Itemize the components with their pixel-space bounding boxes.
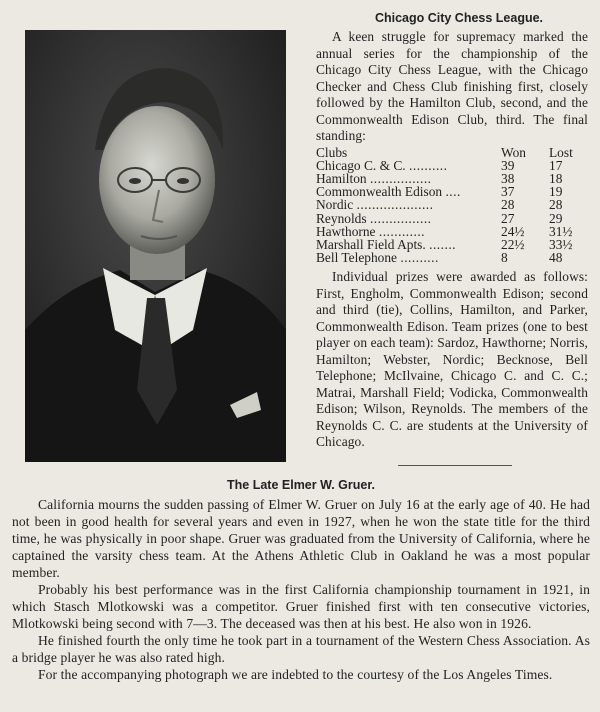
won-header: Won bbox=[501, 144, 526, 160]
league-intro: A keen struggle for supremacy marked the annual series for the championship of the Chicago City Chess League, with the Chicago Checker and Chess Club finishing first, closely followed by the Hamilton Club, second, and the Commonwealth Edison Club, third. The final standing: bbox=[316, 29, 588, 143]
won-cell: 24½ bbox=[501, 223, 525, 239]
league-title: Chicago City Chess League. bbox=[374, 11, 544, 25]
portrait-image bbox=[25, 30, 286, 462]
club-cell: Nordic .................... bbox=[316, 197, 434, 213]
lost-cell: 19 bbox=[549, 184, 563, 200]
club-cell: Commonwealth Edison .... bbox=[316, 184, 461, 200]
club-cell: Reynolds ................ bbox=[316, 210, 432, 226]
table-row bbox=[316, 251, 587, 264]
portrait-photo bbox=[25, 30, 286, 462]
obituary-article bbox=[12, 478, 590, 683]
club-cell: Hamilton ................ bbox=[316, 170, 432, 186]
club-cell: Chicago C. & C. .......... bbox=[316, 157, 448, 173]
lost-cell: 17 bbox=[549, 157, 563, 173]
league-prizes: Individual prizes were awarded as follows: First, Engholm, Commonwealth Edison; second and third (tie), Collins, Hamilton, and Parker, Commonwealth Edison. Team prizes (one to best player on each team): Sardoz, Hawthorne; Norris, Hamilton; Webster, Nordic; Becknose, Bell Telephone; McIlvaine, Chicago C. and C. C.; Matrai, Marshall Field; Vodicka, Commonwealth Edison; Wilson, Reynolds. The members of the Reynolds C. C. are students at the University of Chicago. bbox=[316, 269, 588, 450]
club-cell: Marshall Field Apts. ....... bbox=[316, 236, 457, 252]
club-cell: Bell Telephone .......... bbox=[316, 250, 439, 266]
obituary-paragraph: He finished fourth the only time he took part in a tournament of the Western Chess Association. As a bridge player he was also rated high. bbox=[12, 633, 590, 665]
obituary-title: The Late Elmer W. Gruer. bbox=[227, 478, 375, 492]
obituary-paragraph: California mourns the sudden passing of Elmer W. Gruer on July 16 at the early age of 40. He had not been in good health for several years and even in 1927, when he won the state title for the third time, he was physically in poor shape. Gruer was graduated from the University of California, where he captained the varsity chess team. At the Athens Athletic Club in Oakland he was a most popular member. bbox=[12, 497, 590, 580]
lost-cell: 48 bbox=[549, 250, 563, 266]
league-article bbox=[316, 11, 588, 451]
lost-cell: 29 bbox=[549, 210, 563, 226]
obituary-paragraph: For the accompanying photograph we are indebted to the courtesy of the Los Angeles Times. bbox=[38, 667, 553, 682]
won-cell: 27 bbox=[501, 210, 515, 226]
lost-cell: 18 bbox=[549, 170, 563, 186]
obituary-paragraph: Probably his best performance was in the first California championship tournament in 1921, in which Stasch Mlotkowski was a competitor. Gruer finished first with ten consecutive victories, Mlotkowski being second with 7—3. The deceased was then at his best. He also won in 1926. bbox=[12, 582, 590, 631]
lost-header: Lost bbox=[549, 144, 573, 160]
won-cell: 39 bbox=[501, 157, 515, 173]
clubs-header: Clubs bbox=[316, 144, 348, 160]
won-cell: 22½ bbox=[501, 236, 525, 252]
lost-cell: 28 bbox=[549, 197, 563, 213]
club-cell: Hawthorne ............ bbox=[316, 223, 426, 239]
section-divider bbox=[398, 465, 512, 466]
standings-table bbox=[316, 146, 587, 265]
won-cell: 28 bbox=[501, 197, 515, 213]
won-cell: 37 bbox=[501, 184, 515, 200]
won-cell: 8 bbox=[501, 250, 508, 266]
won-cell: 38 bbox=[501, 170, 515, 186]
lost-cell: 33½ bbox=[549, 236, 573, 252]
lost-cell: 31½ bbox=[549, 223, 573, 239]
